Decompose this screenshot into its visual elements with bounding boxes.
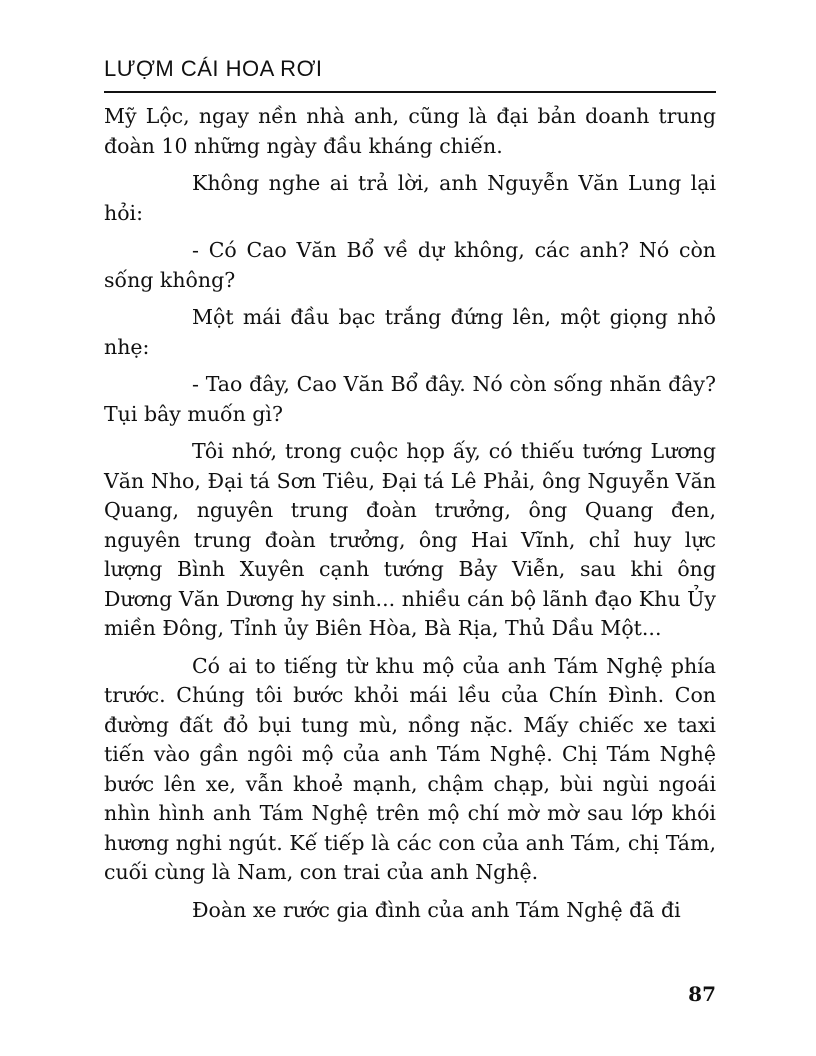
paragraph-4: Một mái đầu bạc trắng đứng lên, một giọng nhỏ nhẹ: bbox=[104, 305, 716, 359]
paragraph-7: Có ai to tiếng từ khu mộ của anh Tám Nghệ phía trước. Chúng tôi bước khỏi mái lều của Chín Đình. Con đường đất đỏ bụi tung mù, nồng nặc. Mấy chiếc xe taxi tiến vào gần ngôi mộ của anh Tám Nghệ. Chị Tám Nghệ bước lên xe, vẫn khoẻ mạnh, chậm chạp, bùi ngùi ngoái nhìn hình anh Tám Nghệ trên mộ chí mờ mờ sau lớp khói hương nghi ngút. Kế tiếp là các con của anh Tám, chị Tám, cuối cùng là Nam, con trai của anh Nghệ. bbox=[104, 653, 716, 884]
paragraph-3: - Có Cao Văn Bổ về dự không, các anh? Nó còn sống không? bbox=[104, 238, 716, 292]
paragraph-2: Không nghe ai trả lời, anh Nguyễn Văn Lung lại hỏi: bbox=[104, 171, 716, 225]
running-header: LƯỢM CÁI HOA RƠI bbox=[104, 56, 323, 81]
page-number: 87 bbox=[688, 982, 716, 1006]
paragraph-8: Đoàn xe rước gia đình của anh Tám Nghệ đã đi bbox=[192, 897, 681, 922]
body-text bbox=[104, 102, 716, 933]
paragraph-1: Mỹ Lộc, ngay nền nhà anh, cũng là đại bản doanh trung đoàn 10 những ngày đầu kháng chiến. bbox=[104, 104, 716, 158]
header-rule bbox=[104, 91, 716, 93]
paragraph-5: - Tao đây, Cao Văn Bổ đây. Nó còn sống nhăn đây? Tụi bây muốn gì? bbox=[104, 372, 716, 426]
paragraph-6: Tôi nhớ, trong cuộc họp ấy, có thiếu tướng Lương Văn Nho, Đại tá Sơn Tiêu, Đại tá Lê Phải, ông Nguyễn Văn Quang, nguyên trung đoàn trưởng, ông Quang đen, nguyên trung đoàn trưởng, ông Hai Vĩnh, chỉ huy lực lượng Bình Xuyên cạnh tướng Bảy Viễn, sau khi ông Dương Văn Dương hy sinh... nhiều cán bộ lãnh đạo Khu Ủy miền Đông, Tỉnh ủy Biên Hòa, Bà Rịa, Thủ Dầu Một... bbox=[104, 439, 716, 640]
